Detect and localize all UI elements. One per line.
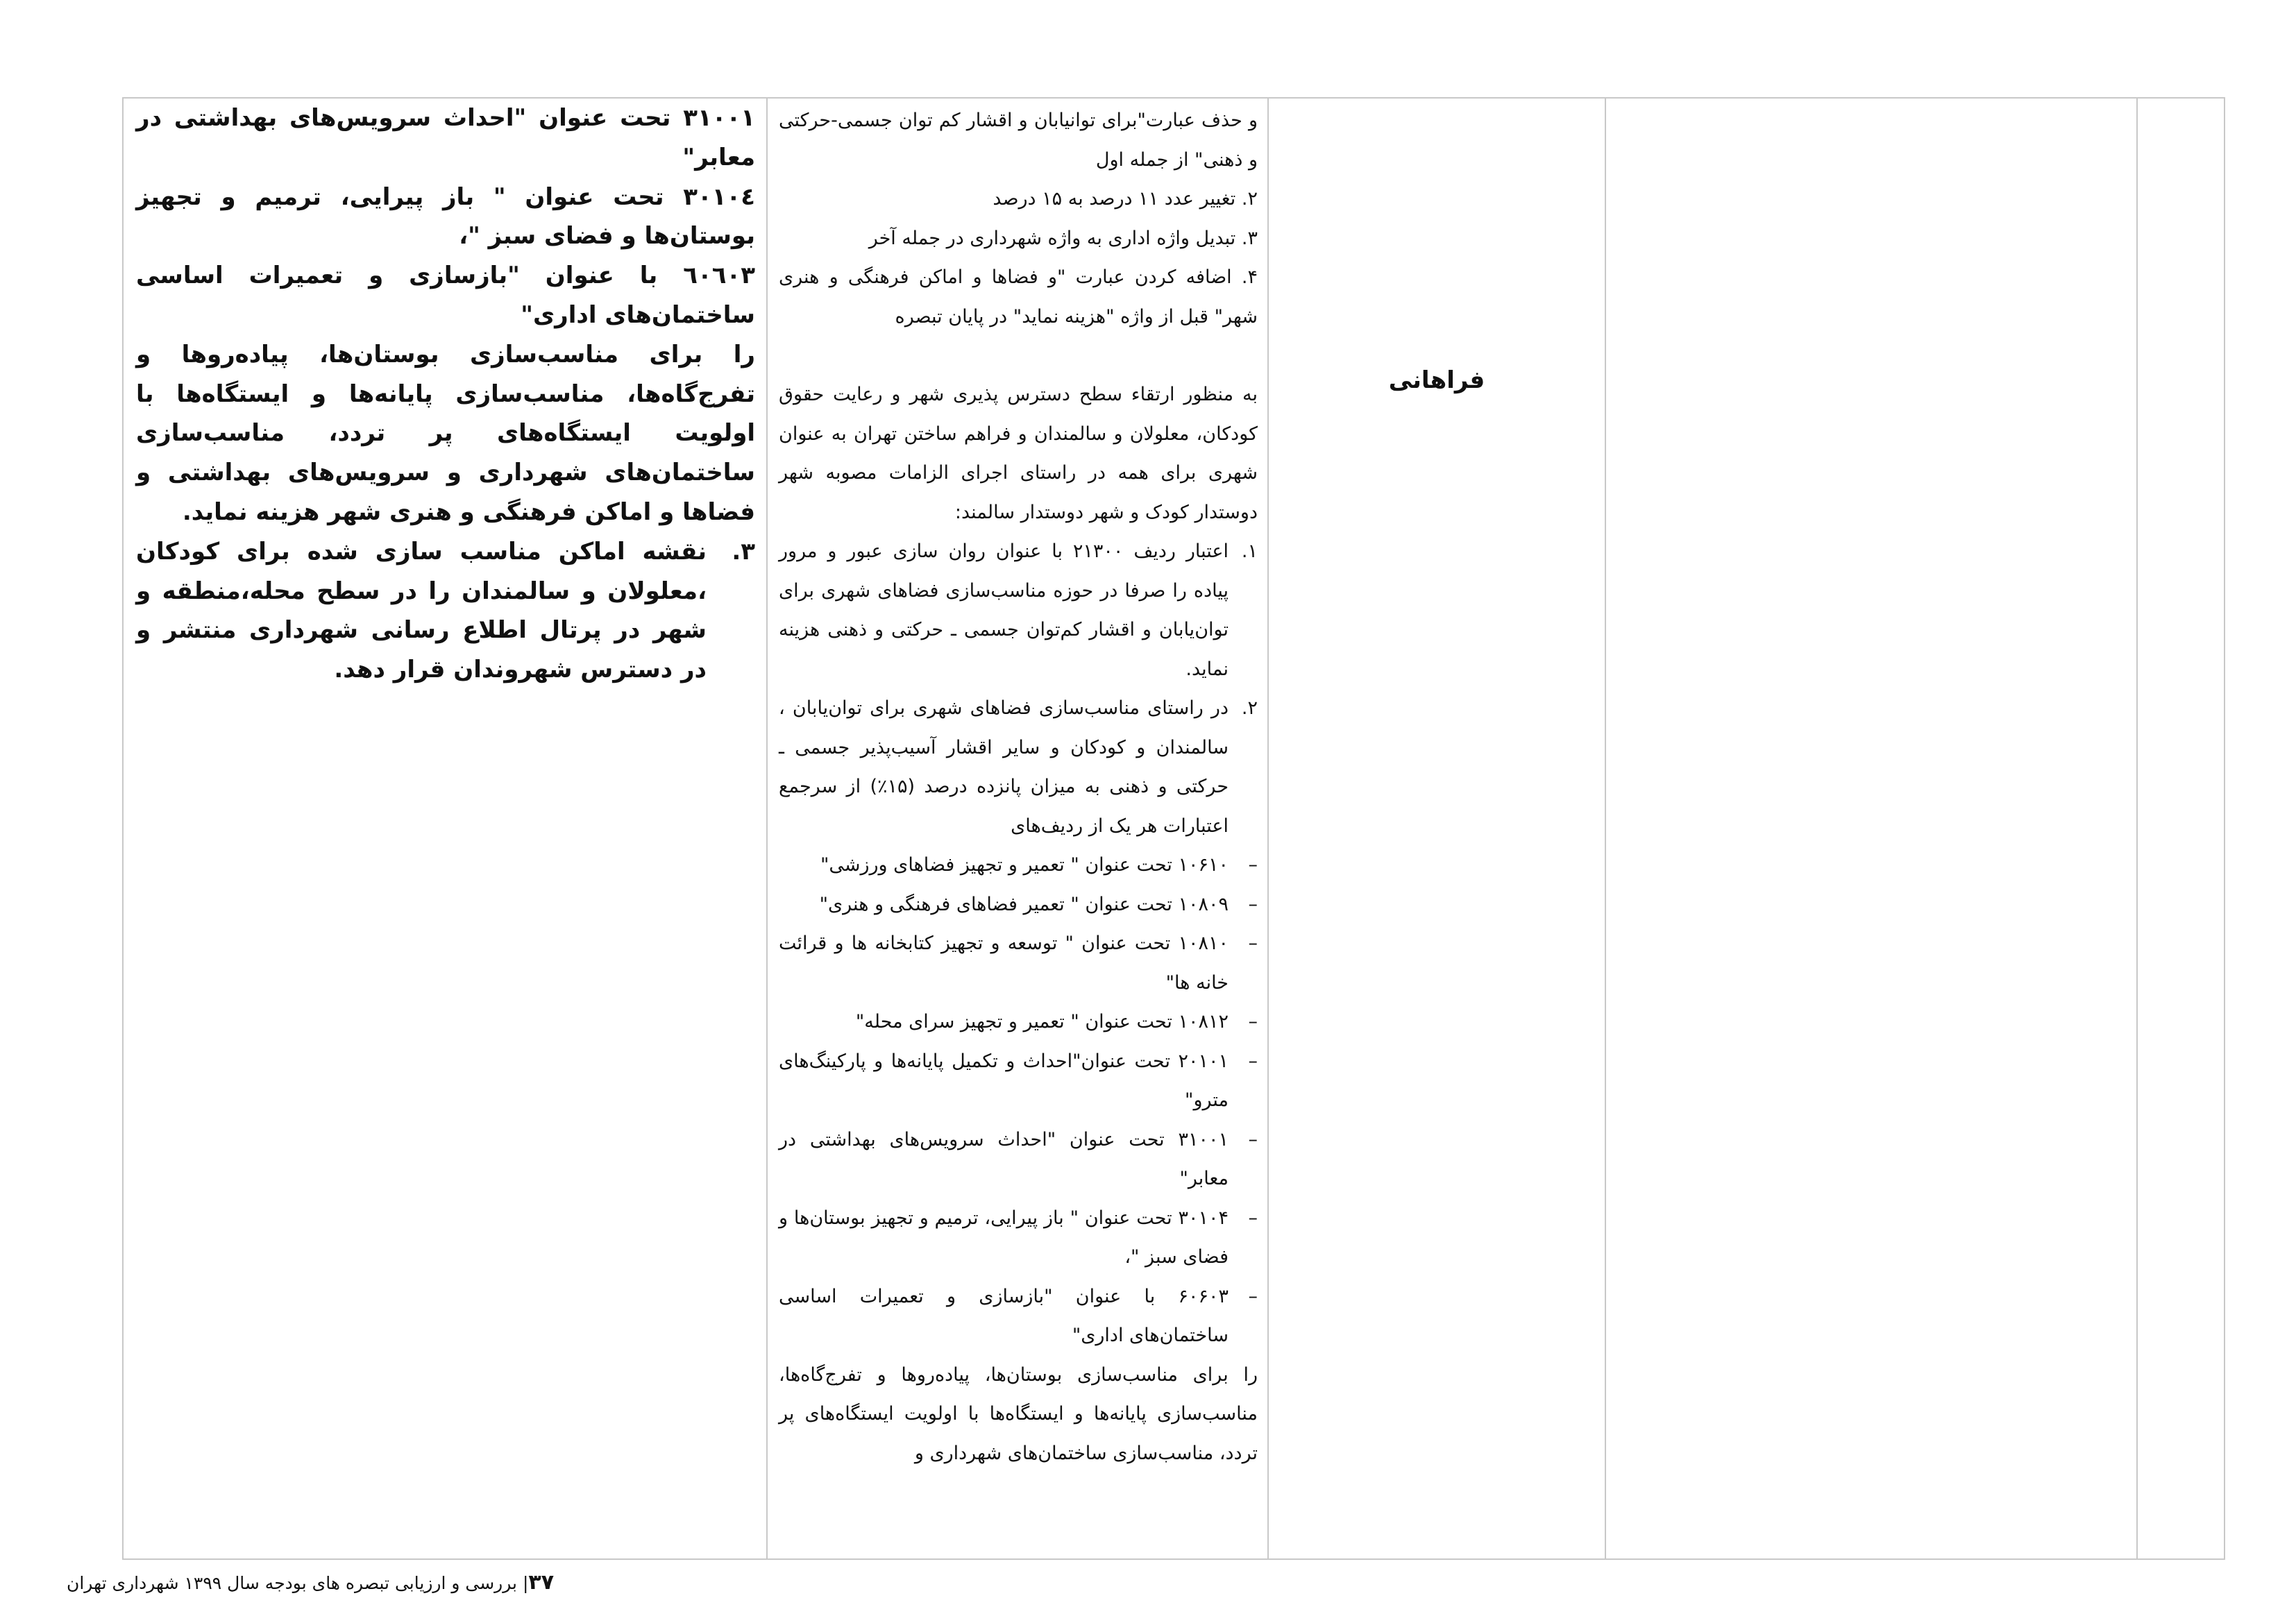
amendments-table — [122, 97, 2225, 1560]
summary-line-4: را برای مناسب‌سازی بوستان‌ها، پیاده‌روها و تفرج‌گاه‌ها، مناسب‌سازی پایانه‌ها و ایستگاه‌ها با اولویت ایستگاه‌های پر تردد، مناسب‌سازی ساختمان‌های شهرداری و سرویس‌های بهداشتی و فضاها و اماکن فرهنگی و هنری شهر هزینه نماید. — [136, 340, 755, 526]
page-footer — [67, 1570, 554, 1595]
summary-cell — [123, 98, 767, 1559]
edit-line-1: و حذف عبارت"برای توانیابان و اقشار کم توان جسمی-حرکتی و ذهنی" از جمله اول — [779, 110, 1258, 171]
bullet-item: – ۱۰۸۱۰ تحت عنوان " توسعه و تجهیز کتابخانه ها و قرائت خانه ها" — [779, 933, 1258, 994]
bullet-item: – ۳۰۱۰۴ تحت عنوان " باز پیرایی، ترمیم و تجهیز بوستان‌ها و فضای سبز "، — [779, 1207, 1258, 1268]
footer-separator: | — [522, 1573, 529, 1593]
details-cell — [767, 98, 1268, 1559]
summary-line-2: ۳۰۱۰٤ تحت عنوان " باز پیرایی، ترمیم و تجهیز بوستان‌ها و فضای سبز "، — [136, 182, 755, 250]
intro-paragraph: به منظور ارتقاء سطح دسترس پذیری شهر و رعایت حقوق کودکان، معلولان و سالمندان و فراهم ساختن تهران به عنوان شهری برای همه در راستای اجرای الزامات مصوبه شهر دوستدار کودک و شهر دوستدار سالمند: — [779, 384, 1258, 523]
proposer-cell — [1268, 98, 1605, 1559]
numbered-item-1: ۱. اعتبار ردیف ۲۱۳۰۰ با عنوان روان سازی عبور و مرور پیاده را صرفا در حوزه مناسب‌سازی فضاهای شهری برای توان‌یابان و اقشار کم‌توان جسمی ـ حرکتی و ذهنی هزینه نماید. — [779, 541, 1258, 680]
edit-line-2: ۲. تغییر عدد ۱۱ درصد به ۱۵ درصد — [993, 188, 1258, 210]
summary-line-3: ٦۰٦۰۳ با عنوان "بازسازی و تعمیرات اساسی ساختمان‌های اداری" — [136, 262, 755, 329]
table-row — [123, 98, 2225, 1559]
bullet-item: – ۳۱۰۰۱ تحت عنوان "احداث سرویس‌های بهداشتی در معابر" — [779, 1128, 1258, 1189]
closing-paragraph: را برای مناسب‌سازی بوستان‌ها، پیاده‌روها و تفرج‌گاه‌ها، مناسب‌سازی پایانه‌ها و ایستگاه‌ها با اولویت ایستگاه‌های پر تردد، مناسب‌سازی ساختمان‌های شهرداری و — [779, 1363, 1258, 1464]
edit-line-3: ۳. تبدیل واژه اداری به واژه شهرداری در جمله آخر — [868, 227, 1258, 249]
summary-item-3: ۳. نقشه اماکن مناسب سازی شده برای کودکان ،معلولان و سالمندان را در سطح محله،منطقه و شهر در پرتال اطلاع رسانی شهرداری منتشر و در دسترس شهروندان قرار دهد. — [136, 537, 755, 684]
summary-line-1: ۳۱۰۰۱ تحت عنوان "احداث سرویس‌های بهداشتی در معابر" — [136, 104, 755, 171]
edit-line-4: ۴. اضافه کردن عبارت "و فضاها و اماکن فرهنگی و هنری شهر" قبل از واژه "هزینه نماید" در پایان تبصره — [779, 266, 1258, 328]
spacer — [779, 337, 1258, 375]
bullet-item: – ۱۰۸۰۹ تحت عنوان " تعمیر فضاهای فرهنگی و هنری" — [819, 893, 1258, 915]
bullet-item: – ۲۰۱۰۱ تحت عنوان"احداث و تکمیل پایانه‌ها و پارکینگ‌های مترو" — [779, 1050, 1258, 1111]
bullet-item: – ۱۰۶۱۰ تحت عنوان " تعمیر و تجهیز فضاهای ورزشی" — [820, 854, 1258, 876]
bullet-item: – ۶۰۶۰۳ با عنوان "بازسازی و تعمیرات اساسی ساختمان‌های اداری" — [779, 1285, 1258, 1346]
empty-cell-b — [1605, 98, 2137, 1559]
empty-cell-a — [2137, 98, 2225, 1559]
proposer-name: فراهانی — [1388, 366, 1485, 394]
page-number: ۳۷ — [528, 1570, 555, 1595]
footer-text: بررسی و ارزیابی تبصره های بودجه سال ۱۳۹۹ شهرداری تهران — [67, 1573, 517, 1593]
numbered-item-2: ۲. در راستای مناسب‌سازی فضاهای شهری برای توان‌یابان ، سالمندان و کودکان و سایر اقشار آسیب‌پذیر جسمی ـ حرکتی و ذهنی به میزان پانزده درصد (۱۵٪) از سرجمع اعتبارات هر یک از ردیف‌های — [779, 697, 1258, 837]
bullet-item: – ۱۰۸۱۲ تحت عنوان " تعمیر و تجهیز سرای محله" — [855, 1011, 1258, 1033]
